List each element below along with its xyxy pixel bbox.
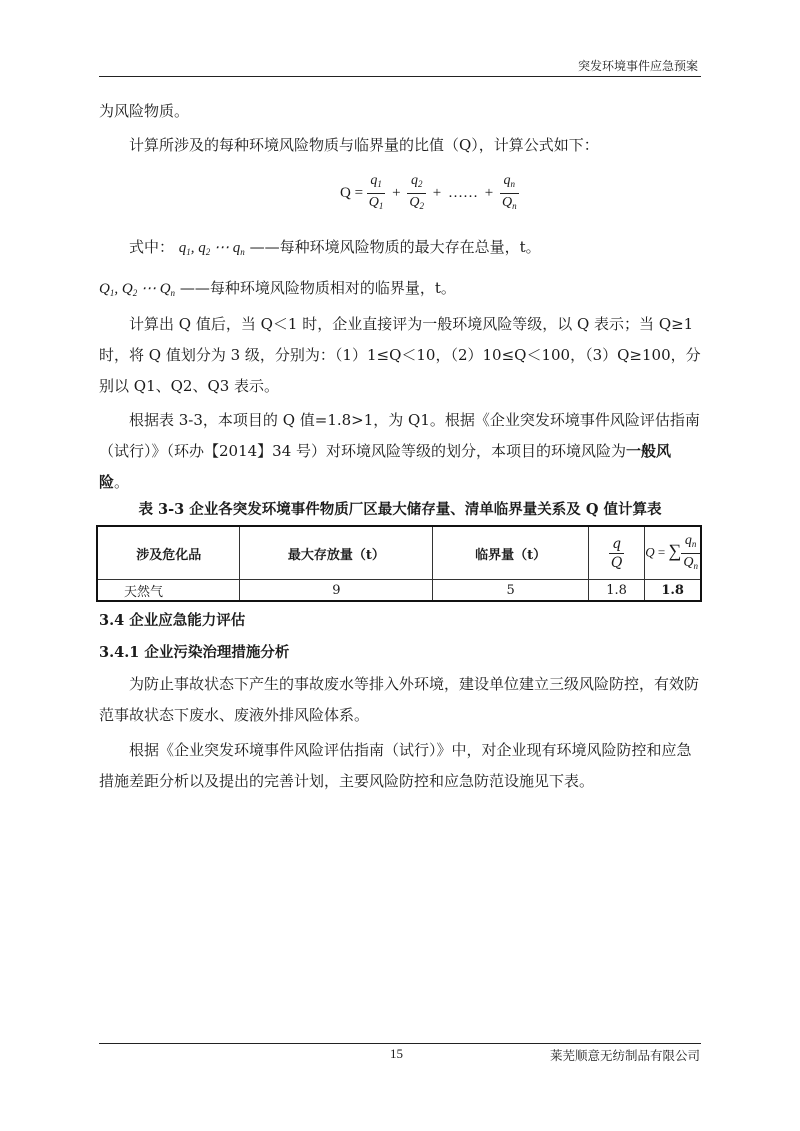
footer-divider xyxy=(99,1043,701,1044)
header-q-sum: Q = ∑ $\frac{q_n}{Q_n}$ xyxy=(645,526,701,580)
fraction-n: $\frac{q_n}{Q_n}$ xyxy=(501,173,517,211)
q-value-table xyxy=(96,525,702,602)
where-Q-desc: ——每种环境风险物质相对的临界量，t。 xyxy=(179,279,456,297)
header-max-storage: 最大存放量（t） xyxy=(240,526,433,580)
q-formula xyxy=(340,172,519,215)
fraction-1: $\frac{q_1}{Q_1}$ xyxy=(368,173,384,211)
paragraph-4-main: 根据表 3-3，本项目的 Q 值=1.8>1，为 Q1。根据《企业突发环境事件风险评估指南（试行）》（环办【2014】34 号）对环境风险等级的划分，本项目的环境风险为 xyxy=(99,411,700,460)
formula-lhs: Q = xyxy=(340,184,364,201)
paragraph-5: 为防止事故状态下产生的事故废水等排入外环境，建设单位建立三级风险防控，有效防范事故状态下废水、废液外排风险体系。 xyxy=(99,675,700,724)
header-divider xyxy=(99,76,701,77)
cell-q-value: 1.8 xyxy=(645,580,701,602)
paragraph-3: 计算出 Q 值后，当 Q＜1 时，企业直接评为一般环境风险等级，以 Q 表示；当 Q≥1 时，将 Q 值划分为 3 级，分别为：（1）1≤Q＜10，（2）10≤Q＜100，（3）Q≥100，分别以 Q1、Q2、Q3 表示。 xyxy=(99,315,701,395)
page-number: 15 xyxy=(390,1046,403,1061)
cell-substance: 天然气 xyxy=(97,580,240,602)
table-caption: 表 3-3 企业各突发环境事件物质厂区最大储存量、清单临界量关系及 Q 值计算表 xyxy=(138,501,662,518)
formula-dots: …… xyxy=(447,184,478,201)
q-series-symbol: $q_1$, $q_2$ ⋯ $q_n$ xyxy=(178,240,245,257)
paragraph-6: 根据《企业突发环境事件风险评估指南（试行）》中，对企业现有环境风险防控和应急措施差距分析以及提出的完善计划，主要风险防控和应急防范设施见下表。 xyxy=(99,741,692,790)
plus-3: + xyxy=(484,184,494,201)
where-Q-line xyxy=(99,273,701,309)
section-3-4-title: 3.4 企业应急能力评估 xyxy=(99,612,246,629)
header-title: 突发环境事件应急预案 xyxy=(577,59,698,73)
cell-ratio: 1.8 xyxy=(588,580,644,602)
paragraph-4 xyxy=(99,405,701,498)
plus-2: + xyxy=(432,184,442,201)
header-critical: 临界量（t） xyxy=(433,526,589,580)
where-q-line xyxy=(129,232,701,268)
where-q-desc: ——每种环境风险物质的最大存在总量，t。 xyxy=(249,238,541,256)
header-ratio: $\frac{q}{Q}$ xyxy=(588,526,644,580)
company-name: 莱芜顺意无纺制品有限公司 xyxy=(549,1048,700,1063)
where-label: 式中： xyxy=(129,238,175,256)
fraction-2: $\frac{q_2}{Q_2}$ xyxy=(409,173,425,211)
section-3-4-1-title: 3.4.1 企业污染治理措施分析 xyxy=(99,644,290,661)
paragraph-2: 计算所涉及的每种环境风险物质与临界量的比值（Q），计算公式如下： xyxy=(129,136,599,154)
paragraph-1: 为风险物质。 xyxy=(99,102,190,120)
header-substance: 涉及危化品 xyxy=(97,526,240,580)
table-row xyxy=(97,580,701,602)
Q-series-symbol: $Q_1$, $Q_2$ ⋯ $Q_n$ xyxy=(99,281,176,298)
risk-level: 一般风险 xyxy=(99,442,672,491)
cell-max-storage: 9 xyxy=(240,580,433,602)
cell-critical: 5 xyxy=(433,580,589,602)
plus-1: + xyxy=(392,184,401,201)
table-header-row xyxy=(97,526,701,580)
paragraph-4-end: 。 xyxy=(114,473,130,491)
